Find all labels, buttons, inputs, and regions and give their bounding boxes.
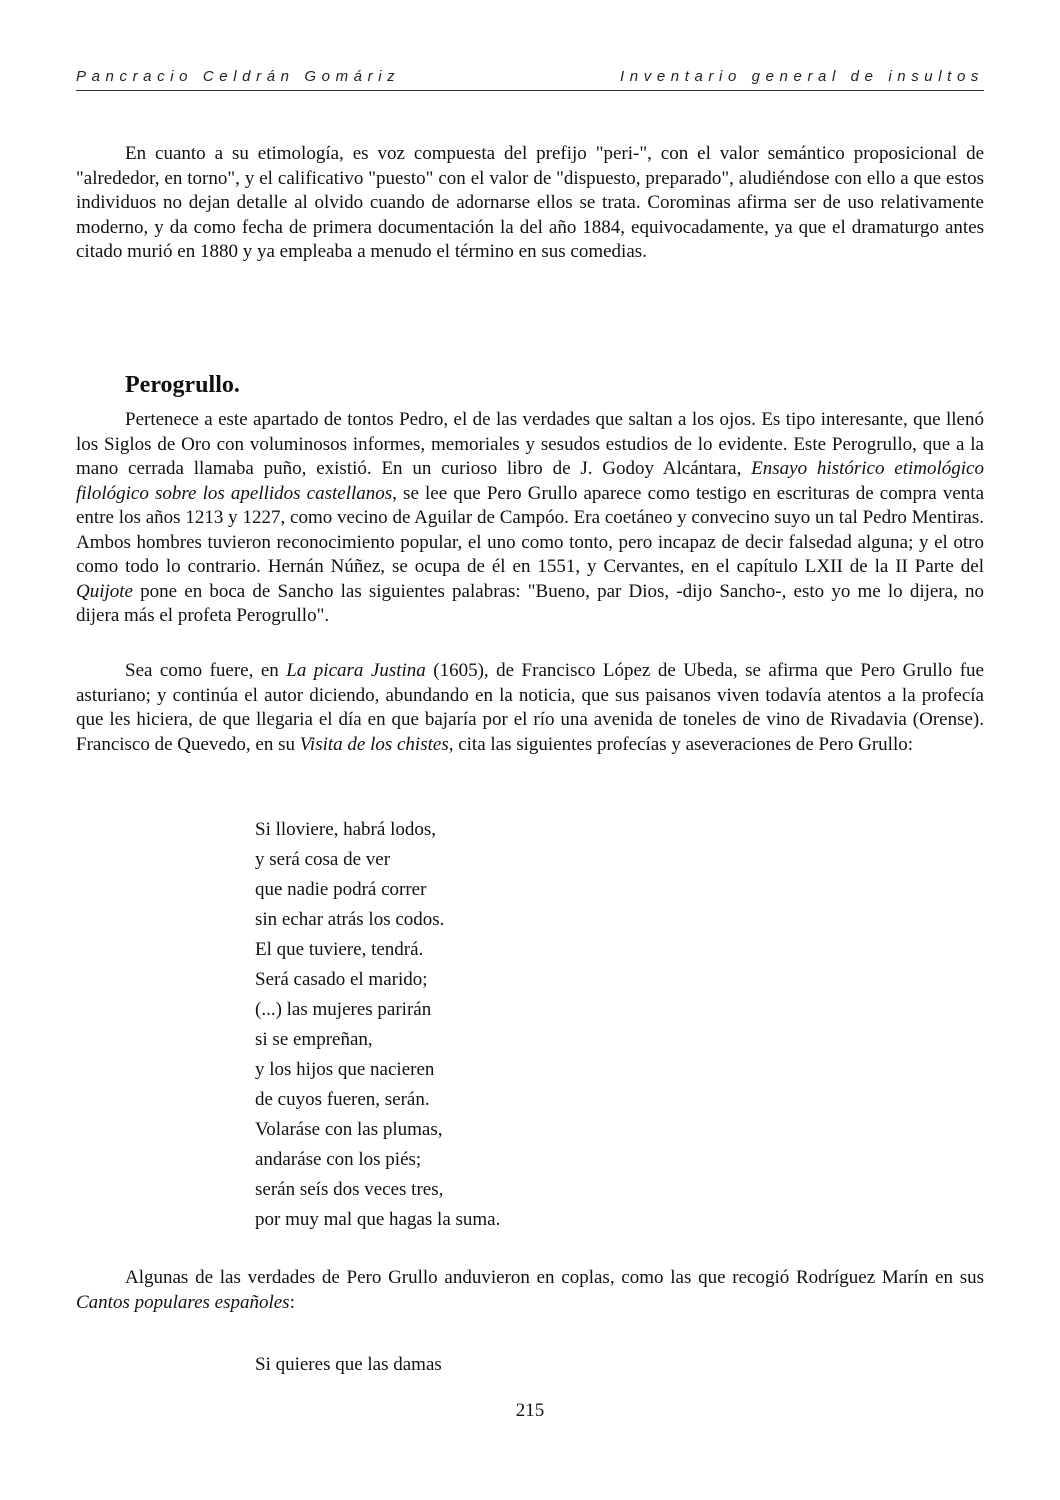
verse-line: El que tuviere, tendrá. — [255, 939, 424, 960]
verse-line: si se empreñan, — [255, 1029, 373, 1050]
verse-line: Será casado el marido; — [255, 969, 428, 990]
header-book-title: Inventario general de insultos — [620, 68, 984, 85]
verse-line: Si quieres que las damas — [255, 1354, 442, 1375]
book-title: La picara Justina — [286, 660, 426, 681]
paragraph-coplas: Algunas de las verdades de Pero Grullo anduvieron en coplas, como las que recogió Rodríguez Marín en sus Cantos populares españoles: — [76, 1267, 984, 1313]
paragraph-etymology: En cuanto a su etimología, es voz compuesta del prefijo "peri-", con el valor semántico proposicional de "alrededor, en torno", y el calificativo "puesto" con el valor de "dispuesto, preparado", aludiéndose con ello a que estos individuos no dejan detalle al olvido cuando de adornarse ellos se trata. Corominas afirma ser de uso relativamente moderno, y da como fecha de primera documentación la del año 1884, equivocadamente, ya que el dramaturgo antes citado murió en 1880 y ya empleaba a menudo el término en sus comedias. — [76, 143, 984, 262]
verse-coplas — [255, 1350, 442, 1380]
book-title: Ensayo histórico etimológico filológico sobre los apellidos castellanos — [76, 458, 984, 504]
header-author: Pancracio Celdrán Gomáriz — [76, 68, 401, 85]
verse-line: y será cosa de ver — [255, 849, 391, 870]
verse-line: (...) las mujeres parirán — [255, 999, 432, 1020]
page-number: 215 — [515, 1400, 545, 1421]
running-header — [76, 66, 984, 91]
verse-line: Volaráse con las plumas, — [255, 1119, 443, 1140]
paragraph-picara-justina: Sea como fuere, en La picara Justina (1605), de Francisco López de Ubeda, se afirma que Pero Grullo fue asturiano; y continúa el autor diciendo, abundando en la noticia, que sus paisanos viven todavía atentos a la profecía que les hiciera, de que llegaria el día en que bajaría por el río una avenida de toneles de vino de Rivadavia (Orense). Francisco de Quevedo, en su Visita de los chistes, cita las siguientes profecías y aseveraciones de Pero Grullo: — [76, 660, 984, 755]
paragraph-perogrullo: Pertenece a este apartado de tontos Pedro, el de las verdades que saltan a los ojos. Es tipo interesante, que llenó los Siglos de Oro con voluminosos informes, memoriales y sesudos estudios de lo evidente. Este Perogrullo, que a la mano cerrada llamaba puño, existió. En un curioso libro de J. Godoy Alcántara, Ensayo histórico etimológico filológico sobre los apellidos castellanos, se lee que Pero Grullo aparece como testigo en escrituras de compra venta entre los años 1213 y 1227, como vecino de Aguilar de Campóo. Era coetáneo y convecino suyo un tal Pedro Mentiras. Ambos hombres tuvieron reconocimiento popular, el uno como tonto, pero incapaz de decir falsedad alguna; y el otro como todo lo contrario. Hernán Núñez, se ocupa de él en 1551, y Cervantes, en el capítulo LXII de la II Parte del Quijote pone en boca de Sancho las siguientes palabras: "Bueno, par Dios, -dijo Sancho-, esto yo me lo dijera, no dijera más el profeta Perogrullo". — [76, 409, 985, 626]
verse-quevedo — [255, 815, 500, 1235]
verse-line: y los hijos que nacieren — [255, 1059, 435, 1080]
verse-line: serán seís dos veces tres, — [255, 1179, 444, 1200]
verse-line: Si lloviere, habrá lodos, — [255, 819, 436, 840]
book-title: Visita de los chistes — [299, 733, 449, 755]
book-title: Cantos populares españoles — [76, 1291, 290, 1313]
verse-line: sin echar atrás los codos. — [255, 909, 445, 930]
verse-line: de cuyos fueren, serán. — [255, 1089, 430, 1110]
verse-line: por muy mal que hagas la suma. — [255, 1209, 501, 1230]
book-title: Quijote — [76, 580, 133, 602]
verse-line: que nadie podrá correr — [255, 879, 427, 900]
verse-line: andaráse con los piés; — [255, 1149, 422, 1170]
section-heading: Perogrullo. — [125, 372, 240, 398]
